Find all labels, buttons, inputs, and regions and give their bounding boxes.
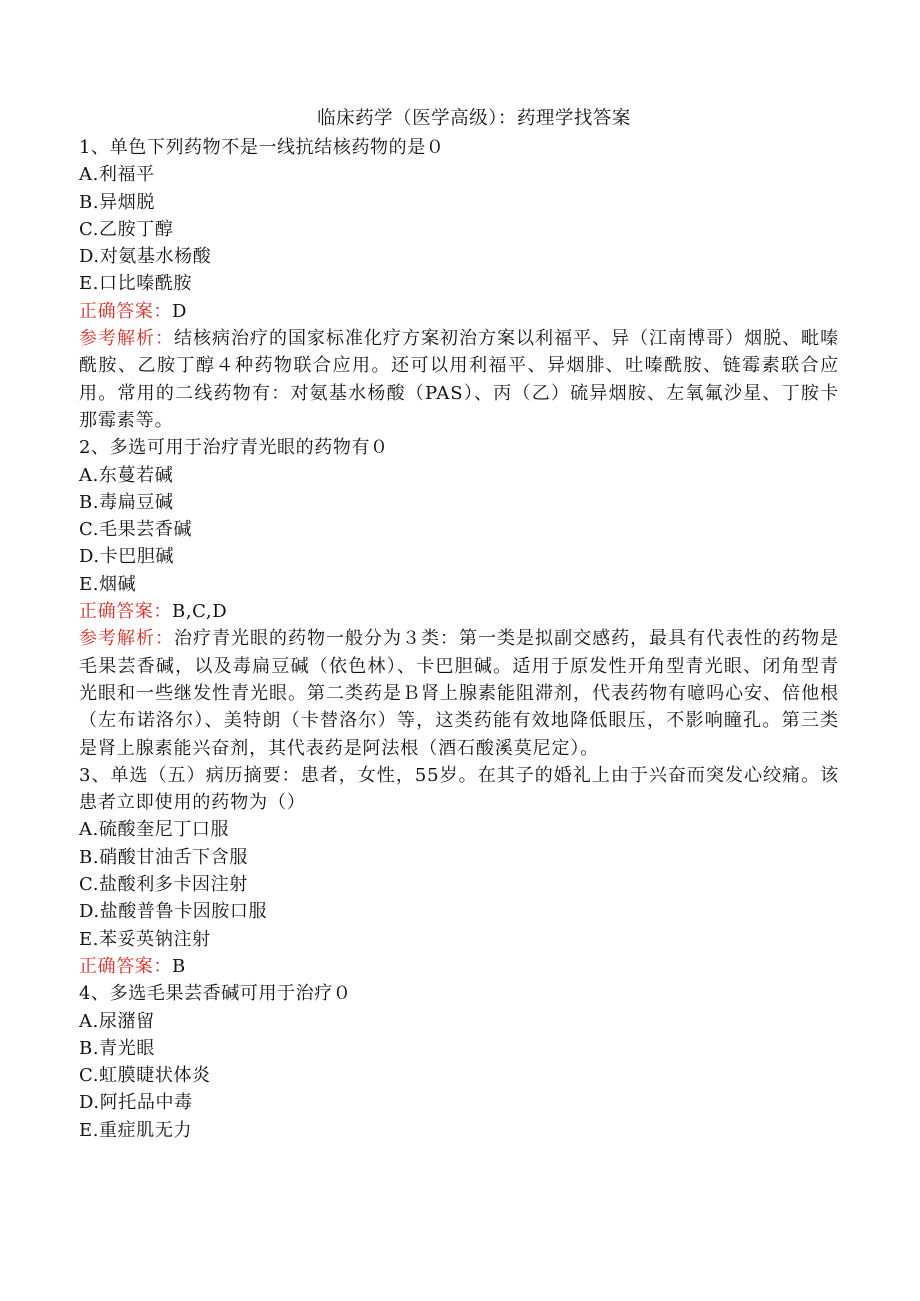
- question-3-option-b: B.硝酸甘油舌下含服: [79, 846, 248, 868]
- question-2-option-b: B.毒扁豆碱: [79, 491, 174, 513]
- document-page: [79, 104, 839, 1144]
- question-4-option-a: A.尿潴留: [79, 1010, 155, 1032]
- answer-value: D: [172, 300, 188, 322]
- question-1-analysis: [79, 325, 839, 434]
- question-2-option-a: A.东蔓若碱: [79, 464, 174, 486]
- analysis-text: 治疗青光眼的药物一般分为３类：第一类是拟副交感药，最具有代表性的药物是毛果芸香碱，以及毒扁豆碱（依色林）、卡巴胆碱。适用于原发性开角型青光眼、闭角型青光眼和一些继发性青光眼。第二类药是Ｂ肾上腺素能阻滞剂，代表药物有噫吗心安、倍他根（左布诺洛尔）、美特朗（卡替洛尔）等，这类药能有效地降低眼压，不影响瞳孔。第三类是肾上腺素能兴奋剂，其代表药是阿法根（酒石酸溪莫尼定）。: [79, 628, 839, 759]
- question-4-option-d: D.阿托品中毒: [79, 1092, 193, 1114]
- question-2-option-e: E.烟碱: [79, 573, 137, 595]
- question-3-stem: 3、单选（五）病历摘要：患者，女性，55岁。在其子的婚礼上由于兴奋而突发心绞痛。该患者立即使用的药物为（）: [79, 764, 839, 814]
- question-3-answer: [79, 953, 839, 980]
- question-2-stem: 2、多选可用于治疗青光眼的药物有０: [79, 437, 389, 459]
- question-3-option-a: A.硫酸奎尼丁口服: [79, 819, 230, 841]
- question-1-option-e: E.口比嗪酰胺: [79, 273, 193, 295]
- question-1-answer: [79, 298, 839, 325]
- question-1-option-a: A.利福平: [79, 164, 155, 186]
- question-3-option-d: D.盐酸普鲁卡因胺口服: [79, 901, 268, 923]
- question-4-option-e: E.重症肌无力: [79, 1119, 193, 1141]
- question-4-option-c: C.虹膜睫状体炎: [79, 1065, 211, 1087]
- question-4-stem: 4、多选毛果芸香碱可用于治疗０: [79, 983, 352, 1005]
- question-3-option-c: C.盐酸利多卡因注射: [79, 874, 248, 896]
- question-2-analysis: [79, 625, 839, 761]
- analysis-label: 参考解析：: [79, 628, 175, 650]
- question-1-stem: 1、单色下列药物不是一线抗结核药物的是０: [79, 137, 445, 158]
- answer-value: B: [172, 955, 186, 977]
- document-title: 临床药学（医学高级）：药理学找答案: [317, 108, 631, 129]
- question-1-option-b: B.异烟脱: [79, 191, 155, 213]
- analysis-text: 结核病治疗的国家标准化疗方案初治方案以利福平、异（江南博哥）烟脱、毗嗪酰胺、乙胺丁醇４种药物联合应用。还可以用利福平、异烟腓、吐嗪酰胺、链霉素联合应用。常用的二线药物有：对氨基水杨酸（PAS）、丙（乙）硫异烟胺、左氧氟沙星、丁胺卡那霉素等。: [79, 328, 839, 431]
- answer-label: 正确答案：: [79, 601, 172, 623]
- answer-label: 正确答案：: [79, 300, 172, 322]
- question-4-option-b: B.青光眼: [79, 1037, 155, 1059]
- question-2-option-d: D.卡巴胆碱: [79, 546, 175, 568]
- answer-value: B,C,D: [172, 601, 228, 623]
- question-3-option-e: E.苯妥英钠注射: [79, 928, 211, 950]
- question-1-option-d: D.对氨基水杨酸: [79, 246, 212, 268]
- answer-label: 正确答案：: [79, 955, 172, 977]
- analysis-label: 参考解析：: [79, 328, 175, 350]
- question-2-option-c: C.毛果芸香碱: [79, 519, 193, 541]
- question-2-answer: [79, 598, 839, 625]
- question-1-option-c: C.乙胺丁醇: [79, 218, 174, 240]
